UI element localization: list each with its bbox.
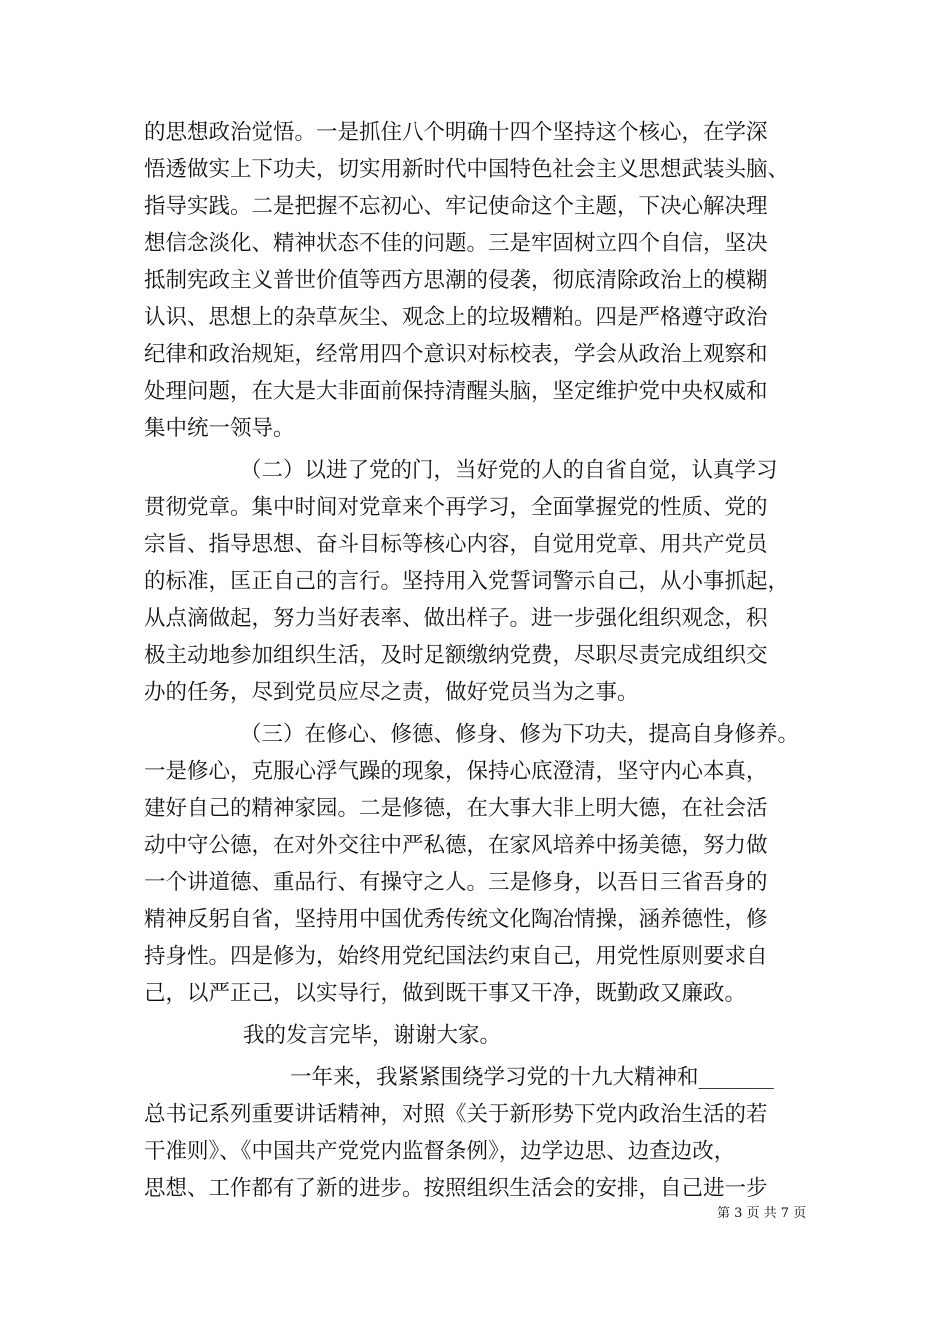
text-line-5: 抵制宪政主义普世价值等西方思潮的侵袭，彻底清除政治上的模糊 <box>144 268 768 293</box>
text-line-22: 精神反躬自省，坚持用中国优秀传统文化陶冶情操，涵养德性，修 <box>144 907 768 932</box>
text-line-29: 思想、工作都有了新的进步。按照组织生活会的安排，自己进一步 <box>144 1176 768 1201</box>
paragraph-opening: 一年来，我紧紧围绕学习党的十九大精神和_______ <box>290 1065 774 1090</box>
text-line-21: 一个讲道德、重品行、有操守之人。三是修身，以吾日三省吾身的 <box>144 870 768 895</box>
text-line-27: 总书记系列重要讲话精神，对照《关于新形势下党内政治生活的若 <box>144 1102 768 1127</box>
text-line-28: 干准则》、《中国共产党党内监督条例》，边学边思、边查边改， <box>144 1139 736 1164</box>
text-line-11: 贯彻党章。集中时间对党章来个再学习，全面掌握党的性质、党的 <box>144 495 768 520</box>
text-line-1: 的思想政治觉悟。一是抓住八个明确十四个坚持这个核心，在学深 <box>144 120 768 145</box>
text-line-2: 悟透做实上下功夫，切实用新时代中国特色社会主义思想武装头脑、 <box>144 157 790 182</box>
text-line-19: 建好自己的精神家园。二是修德，在大事大非上明大德，在社会活 <box>144 796 768 821</box>
page-number-footer: 第 3 页 共 7 页 <box>717 1206 807 1221</box>
text-line-16: 办的任务，尽到党员应尽之责，做好党员当为之事。 <box>144 680 639 705</box>
text-line-13: 的标准，匡正自己的言行。坚持用入党誓词警示自己，从小事抓起， <box>144 569 790 594</box>
text-line-4: 想信念淡化、精神状态不佳的问题。三是牢固树立四个自信，坚决 <box>144 231 768 256</box>
text-line-20: 动中守公德，在对外交往中严私德，在家风培养中扬美德，努力做 <box>144 833 768 858</box>
paragraph-heading-2: （二）以进了党的门，当好党的人的自省自觉，认真学习 <box>240 458 778 483</box>
text-line-15: 极主动地参加组织生活，及时足额缴纳党费，尽职尽责完成组织交 <box>144 643 768 668</box>
text-line-8: 处理问题，在大是大非面前保持清醒头脑，坚定维护党中央权威和 <box>144 379 768 404</box>
paragraph-heading-3: （三）在修心、修德、修身、修为下功夫，提高自身修养。 <box>240 722 800 747</box>
text-line-7: 纪律和政治规矩，经常用四个意识对标校表，学会从政治上观察和 <box>144 342 768 367</box>
text-line-14: 从点滴做起，努力当好表率、做出样子。进一步强化组织观念，积 <box>144 606 768 631</box>
text-line-6: 认识、思想上的杂草灰尘、观念上的垃圾糟粕。四是严格遵守政治 <box>144 305 768 330</box>
text-line-3: 指导实践。二是把握不忘初心、牢记使命这个主题，下决心解决理 <box>144 194 768 219</box>
text-line-24: 己，以严正己，以实导行，做到既干事又干净，既勤政又廉政。 <box>144 981 747 1006</box>
closing-remark: 我的发言完毕，谢谢大家。 <box>243 1023 502 1048</box>
text-line-23: 持身性。四是修为，始终用党纪国法约束自己，用党性原则要求自 <box>144 944 768 969</box>
text-line-18: 一是修心，克服心浮气躁的现象，保持心底澄清，坚守内心本真， <box>144 759 768 784</box>
text-line-12: 宗旨、指导思想、奋斗目标等核心内容，自觉用党章、用共产党员 <box>144 532 768 557</box>
text-line-9: 集中统一领导。 <box>144 416 295 441</box>
